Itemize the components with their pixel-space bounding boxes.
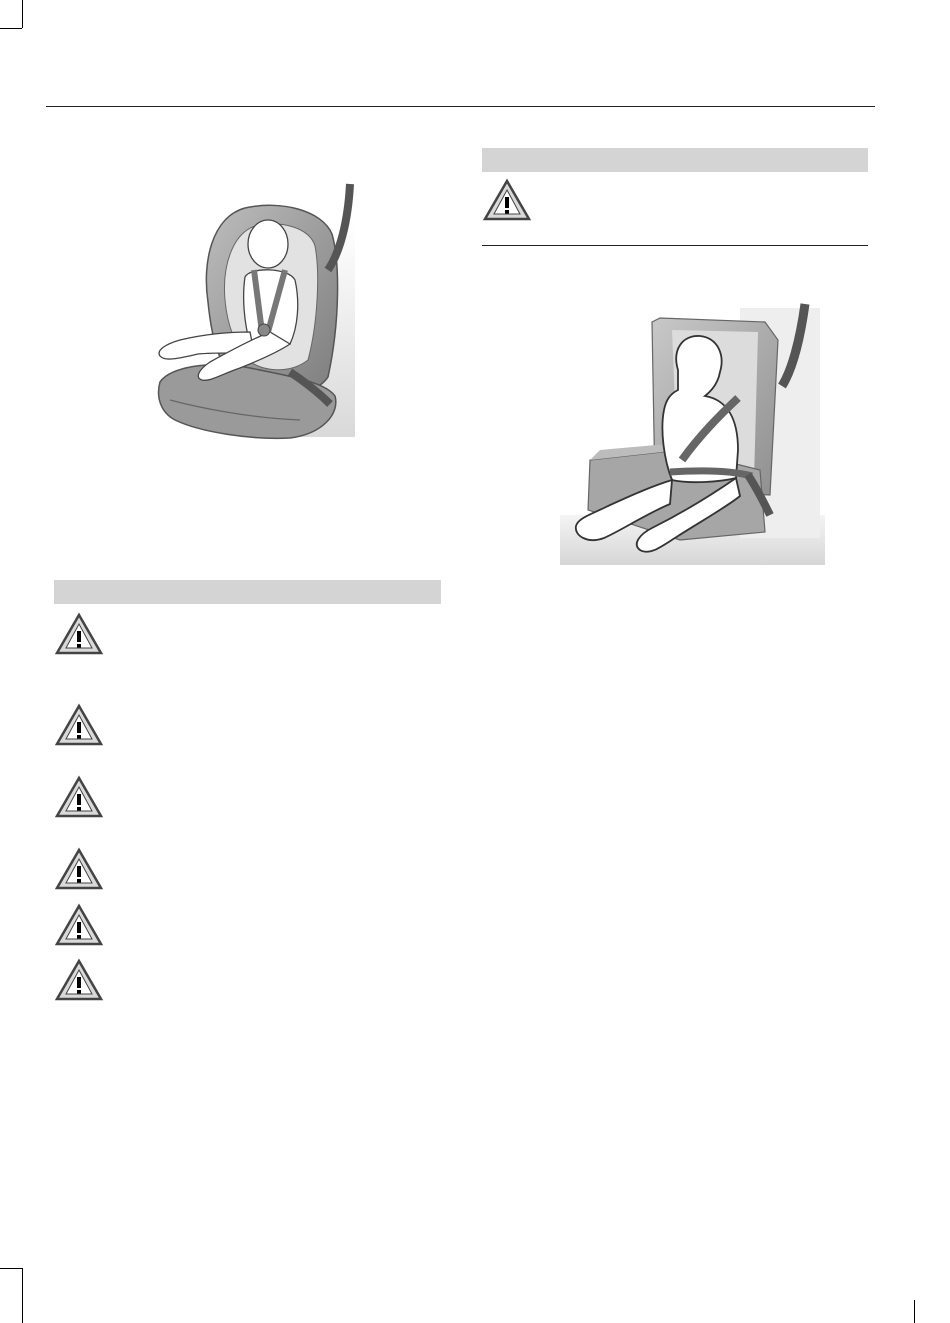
header-rule	[46, 106, 875, 107]
warning-icon	[54, 775, 104, 819]
warning-icon	[54, 612, 104, 656]
warning-icon	[482, 178, 532, 222]
warning-icon	[54, 703, 104, 747]
warning-header-bar	[482, 148, 868, 172]
warning-end-rule	[482, 245, 868, 246]
warning-icon	[54, 958, 104, 1002]
crop-mark	[22, 1268, 23, 1323]
warning-header-bar	[54, 580, 441, 604]
warning-icon	[54, 903, 104, 947]
booster-seat-illustration	[560, 300, 830, 570]
rear-facing-child-seat-illustration	[150, 182, 365, 447]
crop-mark	[914, 1300, 915, 1323]
crop-mark	[0, 1268, 22, 1269]
crop-mark	[0, 28, 22, 29]
warning-icon	[54, 847, 104, 891]
crop-mark	[22, 0, 23, 28]
